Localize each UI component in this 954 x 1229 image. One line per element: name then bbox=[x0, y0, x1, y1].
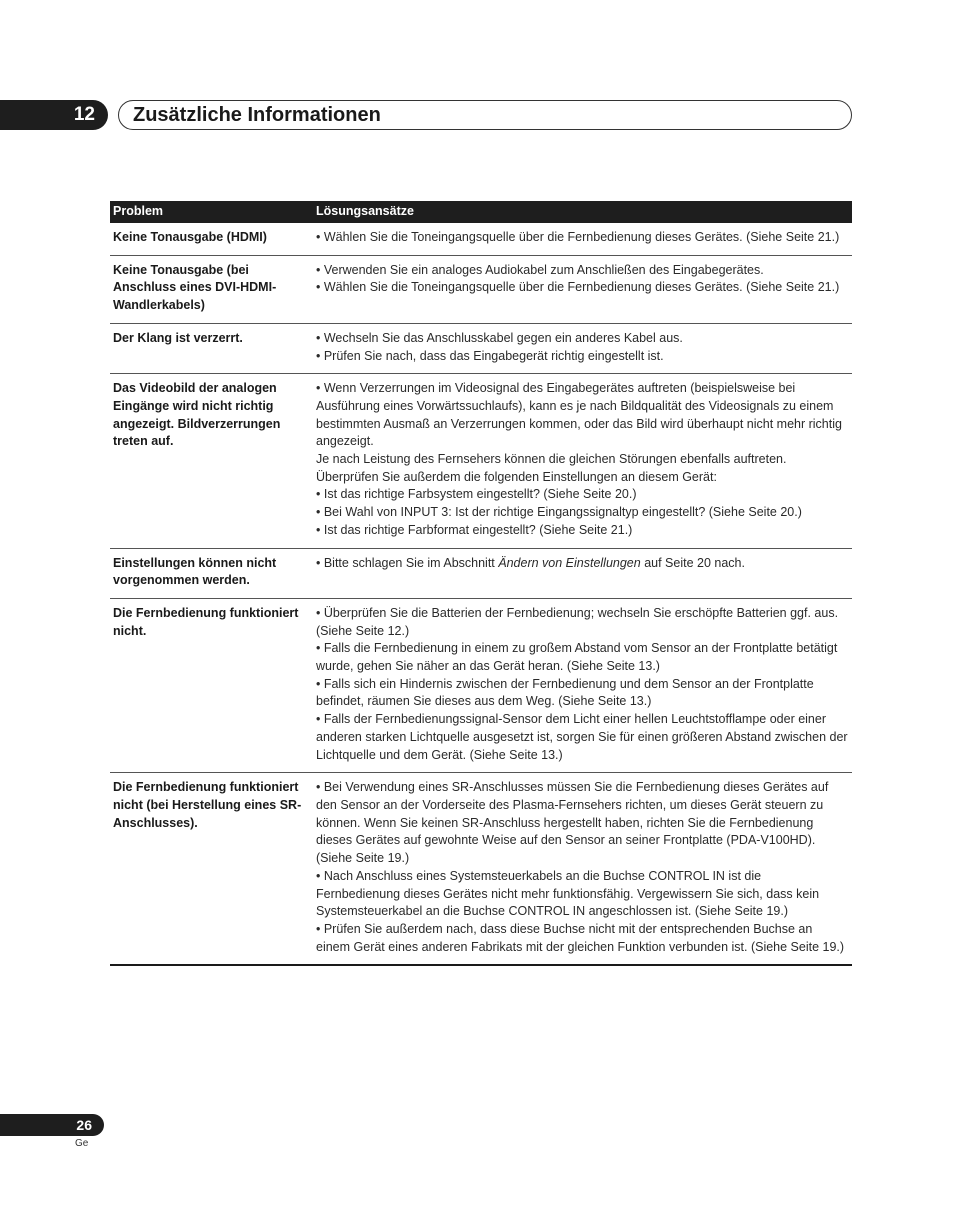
solution-line: • Wählen Sie die Toneingangsquelle über die Fernbedienung dieses Gerätes. (Siehe Seite 21.) bbox=[316, 230, 840, 244]
problem-cell: Keine Tonausgabe (HDMI) bbox=[113, 230, 267, 244]
solution-line: • Falls der Fernbedienungssignal-Sensor dem Licht einer hellen Leuchtstofflampe oder einer anderen starken Lichtquelle ausgesetzt ist, sorgen Sie für einen größeren Abstand zwischen der Lichtquelle und dem Gerät. (Siehe Seite 13.) bbox=[316, 712, 848, 762]
table-row bbox=[110, 324, 852, 374]
solution-line: • Bei Wahl von INPUT 3: Ist der richtige Eingangssignaltyp eingestellt? (Siehe Seite 20.) bbox=[316, 505, 802, 520]
solution-cell bbox=[316, 229, 852, 247]
solution-line: • Prüfen Sie nach, dass das Eingabegerät richtig eingestellt ist. bbox=[316, 348, 664, 363]
solution-line: • Wenn Verzerrungen im Videosignal des Eingabegerätes auftreten (beispielsweise bei Ausführung eines Vorwärtssuchlaufs), kann es je nach Bildqualität des Videosignals zu einem bestimmten Ausmaß an Verzerrungen kommen, oder das Bild wird überhaupt nicht mehr richtig angezeigt. bbox=[316, 381, 842, 449]
table-row bbox=[110, 374, 852, 548]
problem-cell: Die Fernbedienung funktioniert nicht. bbox=[113, 605, 299, 638]
solution-line: • Falls die Fernbedienung in einem zu großem Abstand vom Sensor an der Frontplatte betätigt wurde, gehen Sie näher an das Gerät heran. (Siehe Seite 13.) bbox=[316, 641, 838, 674]
solution-line: • Ist das richtige Farbformat eingestellt? (Siehe Seite 21.) bbox=[316, 522, 633, 537]
solution-line: Je nach Leistung des Fernsehers können die gleichen Störungen ebenfalls auftreten. Überprüfen Sie außerdem die folgenden Einstellungen an diesem Gerät: bbox=[316, 452, 787, 484]
table-row bbox=[110, 599, 852, 773]
solution-line: • Bei Verwendung eines SR-Anschlusses müssen Sie die Fernbedienung dieses Gerätes auf den Sensor an der Vorderseite des Plasma-Fernsehers richten, um dieses Gerät steuern zu können. Wenn Sie keinen SR-Anschluss hergestellt haben, richten Sie die Fernbedienung dieses Gerätes auf gewohnte Weise auf den Sensor an seiner Frontplatte (PDA-V100HD). (Siehe Seite 19.) bbox=[316, 780, 829, 866]
table-header bbox=[110, 201, 852, 223]
solution-cell bbox=[316, 779, 852, 956]
solution-text: • Bitte schlagen Sie im Abschnitt bbox=[316, 555, 499, 570]
column-header-problem: Problem bbox=[113, 204, 164, 218]
solution-line: • Verwenden Sie ein analoges Audiokabel zum Anschließen des Eingabegerätes. bbox=[316, 262, 764, 277]
solution-cell bbox=[316, 555, 852, 590]
table-row bbox=[110, 773, 852, 964]
problem-cell: Das Videobild der analogen Eingänge wird nicht richtig angezeigt. Bildverzerrungen treten auf. bbox=[113, 381, 281, 449]
problem-cell: Keine Tonausgabe (bei Anschluss eines DVI-HDMI-Wandlerkabels) bbox=[113, 262, 277, 313]
table-row bbox=[110, 223, 852, 256]
solution-text: auf Seite 20 nach. bbox=[640, 555, 745, 570]
problem-cell: Die Fernbedienung funktioniert nicht (bei Herstellung eines SR-Anschlusses). bbox=[113, 780, 302, 830]
solution-line: • Wählen Sie die Toneingangsquelle über die Fernbedienung dieses Gerätes. (Siehe Seite 21.) bbox=[316, 280, 840, 295]
chapter-title: Zusätzliche Informationen bbox=[133, 104, 381, 126]
table-row bbox=[110, 256, 852, 324]
solution-line bbox=[316, 555, 848, 573]
solution-cell bbox=[316, 605, 852, 764]
page-number-badge: 26 bbox=[0, 1114, 104, 1136]
problem-cell: Einstellungen können nicht vorgenommen werden. bbox=[113, 555, 277, 588]
page-language-code: Ge bbox=[75, 1138, 89, 1149]
problem-cell: Der Klang ist verzerrt. bbox=[113, 330, 243, 345]
chapter-number-badge: 12 bbox=[0, 100, 108, 130]
solution-line: • Überprüfen Sie die Batterien der Fernbedienung; wechseln Sie erschöpfte Batterien ggf. aus. (Siehe Seite 12.) bbox=[316, 605, 839, 638]
solution-line: • Falls sich ein Hindernis zwischen der Fernbedienung und dem Sensor an der Frontplatte befindet, räumen Sie dieses aus dem Weg. (Siehe Seite 13.) bbox=[316, 676, 814, 709]
solution-line: • Nach Anschluss eines Systemsteuerkabels an die Buchse CONTROL IN ist die Fernbedienung dieses Gerätes nicht mehr funktionsfähig. Vergewissern Sie sich, dass kein Systemsteuerkabel an die Buchse CONTROL IN angeschlossen ist. (Siehe Seite 19.) bbox=[316, 868, 820, 919]
solution-line: • Prüfen Sie außerdem nach, dass diese Buchse nicht mit der entsprechenden Buchse an einem Gerät eines anderen Fabrikats mit der gleichen Funktion verbunden ist. (Siehe Seite 19.) bbox=[316, 921, 845, 954]
solution-cell bbox=[316, 330, 852, 365]
troubleshooting-table bbox=[110, 201, 852, 966]
table-row bbox=[110, 549, 852, 599]
solution-line: • Ist das richtige Farbsystem eingestellt? (Siehe Seite 20.) bbox=[316, 487, 637, 502]
column-header-solutions: Lösungsansätze bbox=[316, 204, 414, 218]
section-reference: Ändern von Einstellungen bbox=[498, 555, 641, 570]
solution-cell bbox=[316, 262, 852, 315]
solution-line: • Wechseln Sie das Anschlusskabel gegen ein anderes Kabel aus. bbox=[316, 330, 683, 345]
solution-cell bbox=[316, 380, 852, 539]
